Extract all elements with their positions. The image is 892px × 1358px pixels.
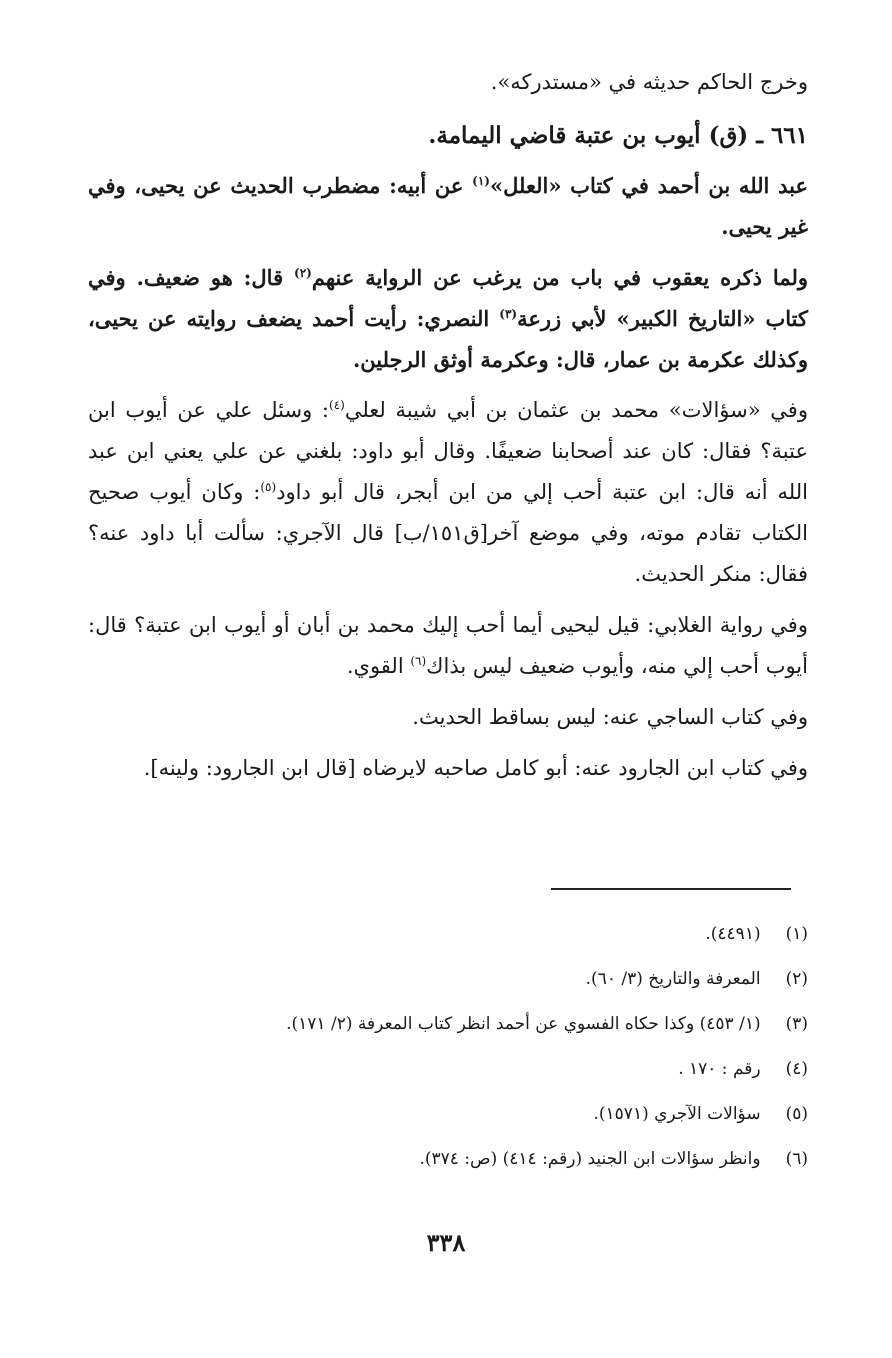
footnote-marker[interactable]: (١) <box>472 174 490 188</box>
paragraph-ghallabi <box>88 605 808 687</box>
footnote-number: (١) <box>785 924 808 944</box>
main-text <box>88 62 808 799</box>
footnote-2 <box>88 957 808 1002</box>
paragraph-suaalat <box>88 390 808 595</box>
paragraph-jarud <box>88 748 808 789</box>
footnote-number: (٢) <box>785 969 808 989</box>
paragraph-text: القوي. <box>346 654 411 678</box>
footnote-marker[interactable]: (٤) <box>329 398 345 412</box>
entry-heading-text: ٦٦١ ـ (ق) أيوب بن عتبة قاضي اليمامة. <box>428 122 808 149</box>
paragraph-yaqub <box>88 257 808 380</box>
footnote-number: (٦) <box>785 1149 808 1169</box>
footnote-number: (٣) <box>785 1014 808 1034</box>
paragraph-text: وفي «سؤالات» محمد بن عثمان بن أبي شيبة لعلي <box>344 398 808 422</box>
paragraph-text: عبد الله بن أحمد في كتاب «العلل» <box>489 173 808 198</box>
footnotes-section <box>88 912 808 1182</box>
footnote-marker[interactable]: (٣) <box>499 307 518 321</box>
paragraph-mustadrak <box>88 62 808 103</box>
paragraph-text: النصري: رأيت أحمد يضعف روايته عن يحيى، وكذلك عكرمة بن عمار، قال: وعكرمة أوثق الرجلين. <box>88 306 808 372</box>
footnote-text: المعرفة والتاريخ (٣/ ٦٠). <box>585 969 761 989</box>
paragraph-text: وفي كتاب الساجي عنه: ليس بساقط الحديث. <box>412 705 808 729</box>
paragraph-text: وفي رواية الغلابي: قيل ليحيى أيما أحب إليك محمد بن أبان أو أيوب ابن عتبة؟ قال: أيوب أحب إلي منه، وأيوب ضعيف ليس بذاك <box>88 613 808 678</box>
paragraph-text: وخرج الحاكم حديثه في «مستدركه». <box>490 70 808 94</box>
paragraph-text: : وسئل علي عن أيوب ابن عتبة؟ فقال: كان عند أصحابنا ضعيفًا. وقال أبو داود: بلغني عن علي يعني ابن عبد الله أنه قال: ابن عتبة أحب إلي من ابن أبجر، قال أبو داود <box>88 398 808 504</box>
entry-heading <box>88 115 808 157</box>
paragraph-ilal <box>88 165 808 247</box>
footnote-text: سؤالات الآجري (١٥٧١). <box>593 1104 761 1124</box>
footnote-4 <box>88 1047 808 1092</box>
paragraph-text: ولما ذكره يعقوب في باب من يرغب عن الرواية عنهم <box>311 265 808 290</box>
footnote-1 <box>88 912 808 957</box>
paragraph-text: : وكان أيوب صحيح الكتاب تقادم موته، وفي موضع آخر[ق١٥١/ب] قال الآجري: سألت أبا داود عنه؟ فقال: منكر الحديث. <box>88 480 809 586</box>
footnote-marker[interactable]: (٦) <box>410 654 427 668</box>
footnote-3 <box>88 1002 808 1047</box>
footnote-6 <box>88 1137 808 1182</box>
footnote-text: رقم : ١٧٠ . <box>678 1059 761 1079</box>
footnote-divider <box>551 888 791 890</box>
footnote-number: (٥) <box>785 1104 808 1124</box>
footnote-marker[interactable]: (٥) <box>260 480 277 494</box>
footnote-5 <box>88 1092 808 1137</box>
paragraph-text: عن أبيه: مضطرب الحديث عن يحيى، وفي غير يحيى. <box>88 173 808 239</box>
page-number: ٣٣٨ <box>426 1228 466 1257</box>
paragraph-saji <box>88 697 808 738</box>
footnote-text: (١/ ٤٥٣) وكذا حكاه الفسوي عن أحمد انظر كتاب المعرفة (٢/ ١٧١). <box>286 1014 761 1034</box>
footnote-text: وانظر سؤالات ابن الجنيد (رقم: ٤١٤) (ص: ٣٧٤). <box>419 1149 761 1169</box>
footnote-text: (٤٤٩١). <box>705 924 761 944</box>
footnote-marker[interactable]: (٢) <box>294 266 312 280</box>
footnote-number: (٤) <box>785 1059 808 1079</box>
paragraph-text: قال: هو ضعيف. وفي كتاب «التاريخ الكبير» لأبي زرعة <box>88 265 808 331</box>
paragraph-text: وفي كتاب ابن الجارود عنه: أبو كامل صاحبه لايرضاه [قال ابن الجارود: ولينه]. <box>143 756 808 780</box>
